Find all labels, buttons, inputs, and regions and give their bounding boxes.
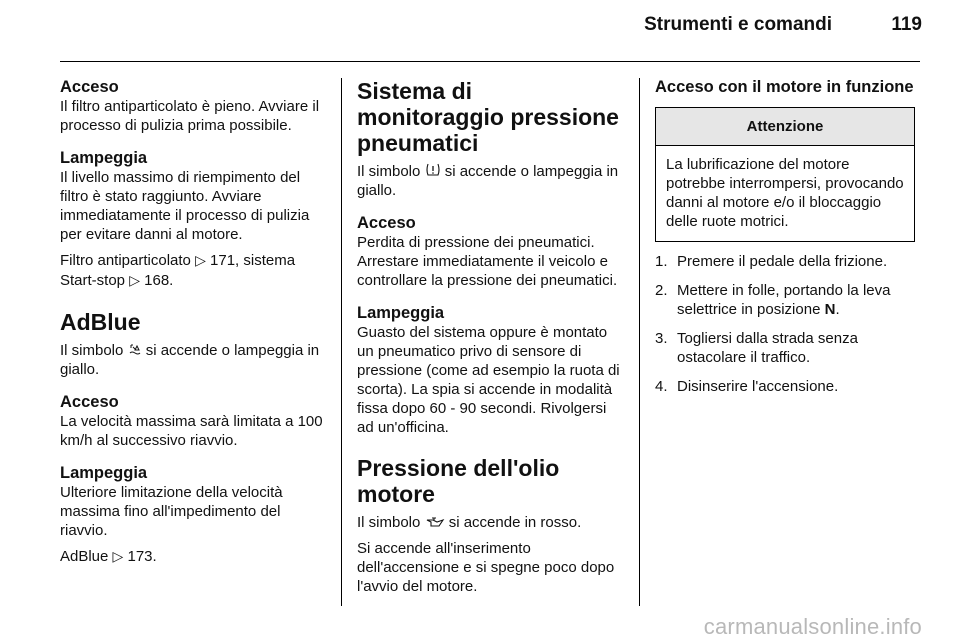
subheading-lampeggia: Lampeggia xyxy=(60,149,148,167)
section-title-oil-pressure: Pressione dell'olio motore xyxy=(357,455,560,507)
steps-list xyxy=(655,252,921,396)
subheading-acceso: Acceso xyxy=(60,78,119,96)
column-divider-1 xyxy=(341,78,342,606)
section-title-adblue: AdBlue xyxy=(60,309,141,335)
subheading-acceso: Acceso xyxy=(357,214,416,232)
warning-text: La lubrificazione del motore potrebbe interrompersi, provocando danni al motore e/o il bloccaggio delle ruote motrici. xyxy=(666,156,904,230)
column-2 xyxy=(357,78,625,596)
page-number: 119 xyxy=(891,14,922,35)
paragraph: Il livello massimo di riempimento del filtro è stato raggiunto. Avviare immediatamente il processo di pulizia per evitare danni al motore. xyxy=(60,169,310,243)
subheading-lampeggia: Lampeggia xyxy=(357,304,445,322)
paragraph: Il simbolo si accende o lampeggia in giallo. xyxy=(60,342,320,378)
list-item: 3. Togliersi dalla strada senza ostacolare il traffico. xyxy=(655,330,858,366)
running-header-title: Strumenti e comandi xyxy=(644,14,832,35)
paragraph: Perdita di pressione dei pneumatici. Arrestare immediatamente il veicolo e controllare la pressione dei pneumatici. xyxy=(357,234,618,289)
paragraph: Il filtro antiparticolato è pieno. Avviare il processo di pulizia prima possibile. xyxy=(60,98,320,134)
paragraph: La velocità massima sarà limitata a 100 km/h al successivo riavvio. xyxy=(60,413,323,449)
tire-pressure-icon xyxy=(425,163,441,177)
cross-reference: AdBlue ▷ 173. xyxy=(60,548,157,565)
oil-can-icon xyxy=(425,516,445,528)
watermark: carmanualsonline.info xyxy=(703,614,922,639)
warning-title: Attenzione xyxy=(656,108,914,146)
list-item: 2. Mettere in folle, portando la leva selettrice in posizione N. xyxy=(655,282,891,318)
list-item: 4. Disinserire l'accensione. xyxy=(655,378,839,395)
reference-arrow-icon: ▷ xyxy=(195,253,206,269)
header-rule xyxy=(60,61,920,62)
column-divider-2 xyxy=(639,78,640,606)
subheading-acceso: Acceso xyxy=(60,393,119,411)
paragraph: Il simbolo si accende o lampeggia in giallo. xyxy=(357,163,619,199)
subheading-lampeggia: Lampeggia xyxy=(60,464,148,482)
reference-arrow-icon: ▷ xyxy=(112,549,124,565)
paragraph: Si accende all'inserimento dell'accensione e si spegne poco dopo l'avvio del motore. xyxy=(357,540,615,595)
list-item: 1. Premere il pedale della frizione. xyxy=(655,253,888,270)
section-title-tpms: Sistema di monitoraggio pressione pneumatici xyxy=(357,78,619,156)
column-1 xyxy=(60,78,326,567)
paragraph: Guasto del sistema oppure è montato un pneumatico privo di sensore di pressione (come ad esempio la ruota di scorta). La spia si accende in modalità fissa dopo 60 - 90 secondi. Rivolgersi ad un'officina. xyxy=(357,324,620,436)
paragraph: Il simbolo si accende in rosso. xyxy=(357,514,582,531)
reference-arrow-icon: ▷ xyxy=(129,273,140,289)
adblue-warning-icon xyxy=(128,342,142,356)
warning-box xyxy=(655,107,915,242)
cross-reference: Filtro antiparticolato ▷ 171, sistema Start-stop ▷ 168. xyxy=(60,252,296,289)
column-3 xyxy=(655,78,921,396)
subheading-engine-running: Acceso con il motore in funzione xyxy=(655,78,914,96)
paragraph: Ulteriore limitazione della velocità massima fino all'impedimento del riavvio. xyxy=(60,484,283,539)
